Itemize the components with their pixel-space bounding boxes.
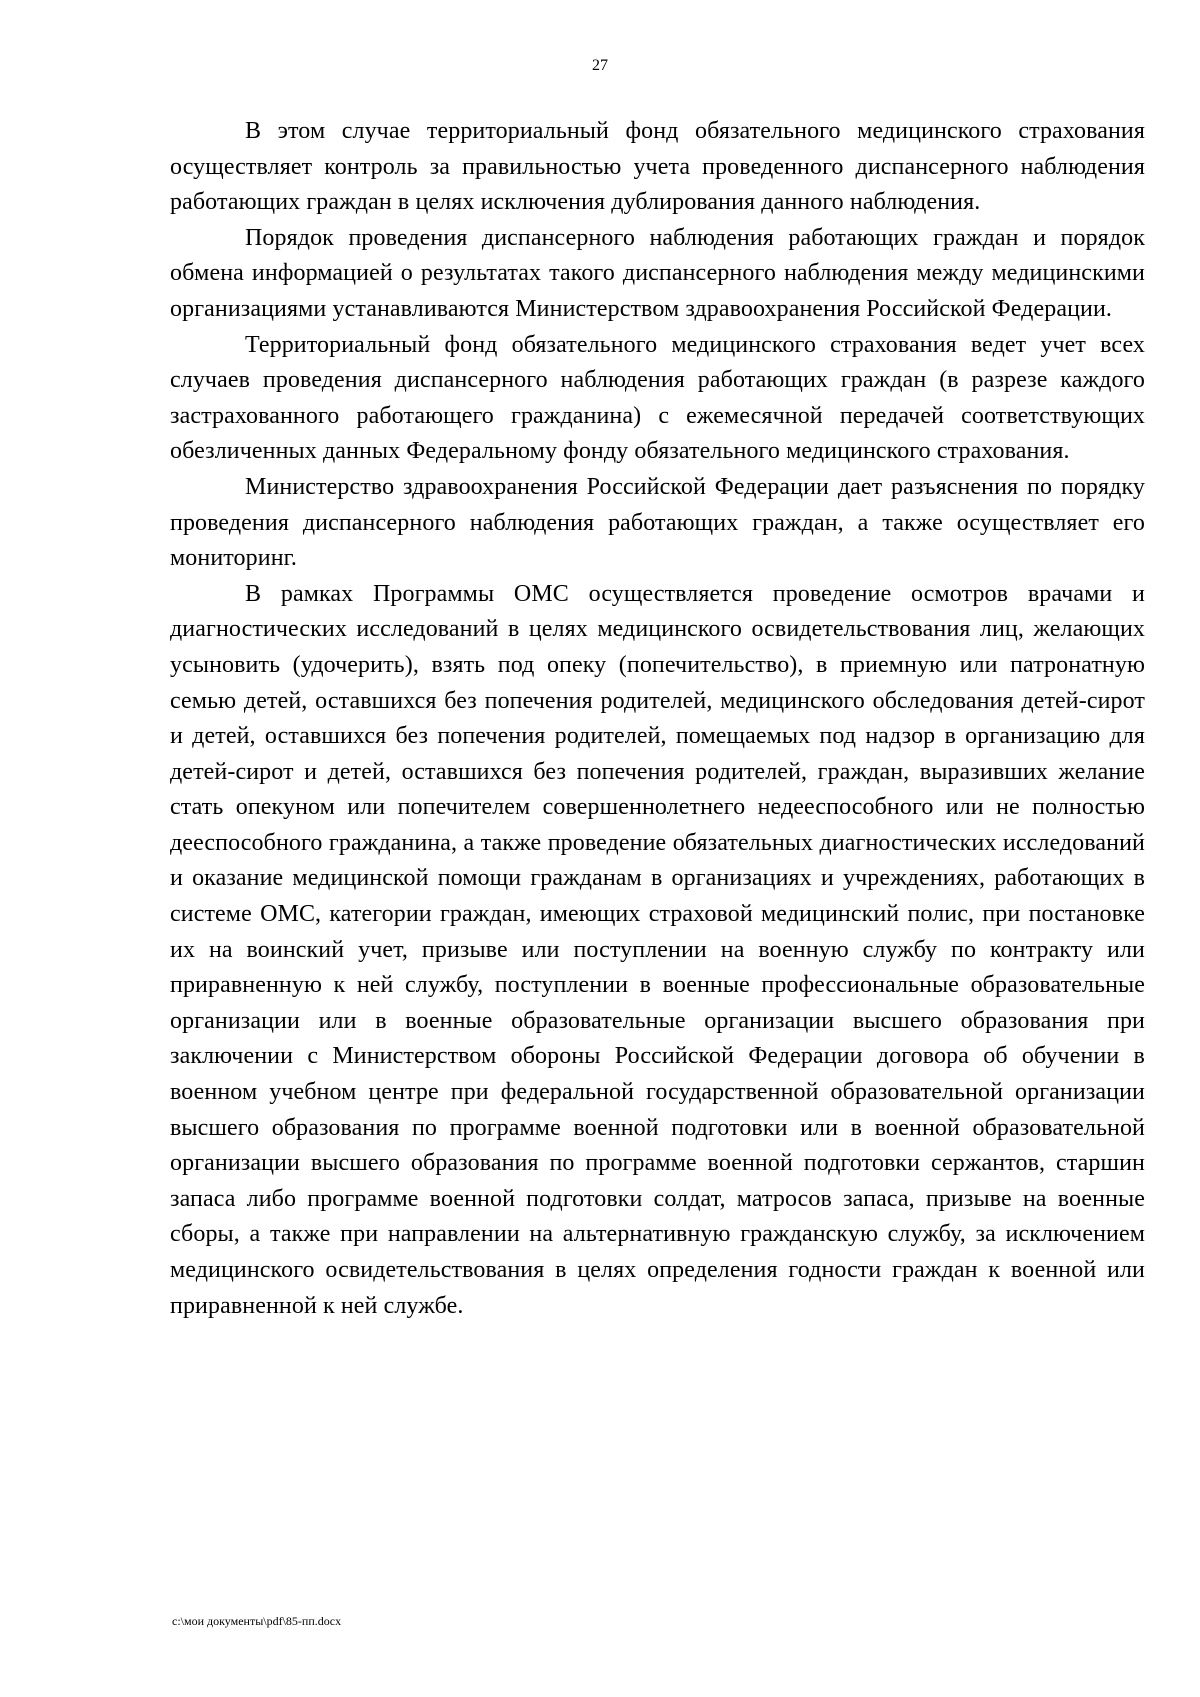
page-number: 27 [592,57,608,74]
paragraph-oms-examinations: В рамках Программы ОМС осуществляется проведение осмотров врачами и диагностических исследований в целях медицинского освидетельствования лиц, желающих усыновить (удочерить), взять под опеку (попечительство), в приемную или патронатную семью детей, оставшихся без попечения родителей, медицинского обследования детей-сирот и детей, оставшихся без попечения родителей, помещаемых под надзор в организацию для детей-сирот и детей, оставшихся без попечения родителей, граждан, выразивших желание стать опекуном или попечителем совершеннолетнего недееспособного или не полностью дееспособного гражданина, а также проведение обязательных диагностических исследований и оказание медицинской помощи гражданам в организациях и учреждениях, работающих в системе ОМС, категории граждан, имеющих страховой медицинский полис, при постановке их на воинский учет, призыве или поступлении на военную службу по контракту или приравненную к ней службу, поступлении в военные профессиональные образовательные организации или в военные образовательные организации высшего образования при заключении с Министерством обороны Российской Федерации договора об обучении в военном учебном центре при федеральной государственной образовательной организации высшего образования по программе военной подготовки или в военной образовательной организации высшего образования по программе военной подготовки сержантов, старшин запаса либо программе военной подготовки солдат, матросов запаса, призыве на военные сборы, а также при направлении на альтернативную гражданскую службу, за исключением медицинского освидетельствования в целях определения годности граждан к военной или приравненной к ней службе. [170,580,1145,1319]
paragraph-observation-procedure: Порядок проведения диспансерного наблюдения работающих граждан и порядок обмена информацией о результатах такого диспансерного наблюдения между медицинскими организациями устанавливаются Министерством здравоохранения Российской Федерации. [170,224,1145,322]
footer-file-path: c:\мои документы\pdf\85-пп.docx [172,1614,342,1628]
paragraph-territorial-fund-control: В этом случае территориальный фонд обязательного медицинского страхования осуществляет контроль за правильностью учета проведенного диспансерного наблюдения работающих граждан в целях исключения дублирования данного наблюдения. [170,118,1145,216]
paragraph-ministry-clarifications: Министерство здравоохранения Российской Федерации дает разъяснения по порядку проведения диспансерного наблюдения работающих граждан, а также осуществляет его мониторинг. [170,473,1145,572]
document-body [170,114,1145,1324]
paragraph-case-accounting: Территориальный фонд обязательного медицинского страхования ведет учет всех случаев проведения диспансерного наблюдения работающих граждан (в разрезе каждого застрахованного работающего гражданина) с ежемесячной передачей соответствующих обезличенных данных Федеральному фонду обязательного медицинского страхования. [170,331,1145,465]
